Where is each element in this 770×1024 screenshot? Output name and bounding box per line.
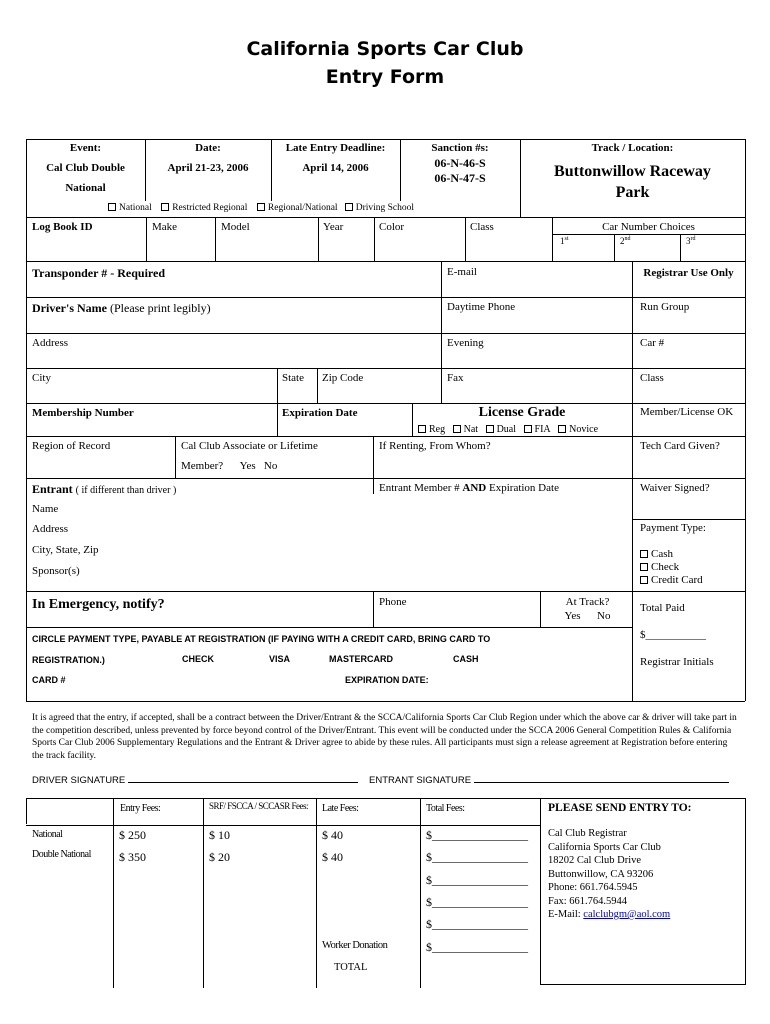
payment-option-visa[interactable]: VISA <box>269 654 291 664</box>
choice-2-field[interactable]: 2nd <box>620 236 631 246</box>
worker-donation-amount-field[interactable]: $________________ <box>426 940 528 954</box>
payment-option-cash[interactable]: CASH <box>453 654 479 664</box>
payment-type-options <box>640 548 703 587</box>
member-license-ok-field[interactable]: Member/License OK <box>640 406 734 418</box>
entrant-name-field[interactable]: Name <box>32 503 59 515</box>
checkbox-driving-school[interactable]: Driving School <box>345 203 414 213</box>
emergency-phone-field[interactable]: Phone <box>379 596 407 608</box>
total-fee-line-5[interactable]: $________________ <box>426 917 528 931</box>
double-national-row-label: Double National <box>32 849 91 860</box>
track-label: Track / Location: <box>591 142 674 154</box>
email-field[interactable]: E-mail <box>447 266 477 278</box>
associate-question: Cal Club Associate or Lifetime <box>181 440 318 452</box>
total-paid-field[interactable]: $___________ <box>640 629 706 641</box>
expiration-date-field[interactable]: Expiration Date <box>282 407 358 419</box>
send-to-line: 18202 Cal Club Drive <box>548 855 642 866</box>
transponder-field[interactable]: Transponder # - Required <box>32 266 166 280</box>
waiver-signed-field[interactable]: Waiver Signed? <box>640 482 710 494</box>
event-value-2: National <box>65 182 106 194</box>
total-fee-line-2[interactable]: $________________ <box>426 850 528 864</box>
entrant-city-state-zip-field[interactable]: City, State, Zip <box>32 544 99 556</box>
event-label: Event: <box>69 142 102 154</box>
choice-1-field[interactable]: 1st <box>560 236 569 246</box>
send-to-line: Cal Club Registrar <box>548 828 627 839</box>
checkbox-novice[interactable]: Novice <box>558 424 598 435</box>
send-to-line: California Sports Car Club <box>548 841 661 853</box>
date-value: April 21-23, 2006 <box>167 162 249 174</box>
form-title: California Sports Car Club <box>246 38 524 60</box>
checkbox-national[interactable]: National <box>108 203 152 213</box>
registrar-initials-field[interactable]: Registrar Initials <box>640 656 714 668</box>
track-value-2: Park <box>615 184 650 201</box>
at-track-no-option[interactable]: No <box>597 610 611 622</box>
total-fee-line-4[interactable]: $________________ <box>426 895 528 909</box>
make-field[interactable]: Make <box>152 221 178 233</box>
at-track-label: At Track? <box>565 596 610 608</box>
color-field[interactable]: Color <box>379 221 405 233</box>
checkbox-reg[interactable]: Reg <box>418 424 445 435</box>
date-label: Date: <box>195 142 221 154</box>
entry-fees-header: Entry Fees: <box>120 803 161 814</box>
address-field[interactable]: Address <box>32 337 69 349</box>
payment-instructions-2: REGISTRATION.) <box>32 655 105 665</box>
driver-signature-field[interactable]: DRIVER SIGNATURE <box>32 775 358 786</box>
card-number-field[interactable]: CARD # <box>32 675 66 685</box>
sanction-value-2: 06-N-47-S <box>434 171 486 185</box>
state-field[interactable]: State <box>282 372 304 384</box>
total-label: TOTAL <box>334 962 368 973</box>
membership-number-field[interactable]: Membership Number <box>32 407 134 419</box>
zip-field[interactable]: Zip Code <box>322 372 364 384</box>
drivers-name-field[interactable]: Driver's Name (Please print legibly) <box>32 301 211 315</box>
registrar-use-heading: Registrar Use Only <box>643 267 734 279</box>
tech-card-field[interactable]: Tech Card Given? <box>640 440 720 452</box>
if-renting-field[interactable]: If Renting, From Whom? <box>379 440 491 452</box>
associate-yes-option[interactable]: Yes <box>239 460 256 472</box>
send-to-line: Fax: 661.764.5944 <box>548 895 628 907</box>
sanction-value-1: 06-N-46-S <box>434 156 486 170</box>
entrant-heading: Entrant ( if different than driver ) <box>32 482 177 496</box>
associate-no-option[interactable]: No <box>263 460 278 472</box>
entrant-signature-field[interactable]: ENTRANT SIGNATURE <box>369 775 729 786</box>
class-field[interactable]: Class <box>470 221 494 233</box>
run-group-field[interactable]: Run Group <box>640 301 690 313</box>
send-entry-heading: PLEASE SEND ENTRY TO: <box>548 802 692 814</box>
model-field[interactable]: Model <box>221 221 250 233</box>
sanction-label: Sanction #s: <box>431 142 489 154</box>
payment-option-check[interactable]: CHECK <box>182 654 215 664</box>
daytime-phone-field[interactable]: Daytime Phone <box>447 301 516 313</box>
year-field[interactable]: Year <box>323 221 344 233</box>
double-national-late-fee: $ 40 <box>322 850 343 864</box>
checkbox-credit-card[interactable]: Credit Card <box>640 574 703 587</box>
late-entry-value: April 14, 2006 <box>302 162 369 174</box>
checkbox-dual[interactable]: Dual <box>486 424 516 435</box>
license-grade-heading: License Grade <box>478 405 566 420</box>
fax-field[interactable]: Fax <box>447 372 464 384</box>
double-national-srf-fee: $ 20 <box>209 850 230 864</box>
worker-donation-label: Worker Donation <box>322 940 388 951</box>
checkbox-restricted-regional[interactable]: Restricted Regional <box>161 203 247 213</box>
checkbox-check[interactable]: Check <box>640 561 703 574</box>
at-track-options <box>555 610 620 622</box>
checkbox-fia[interactable]: FIA <box>524 424 551 435</box>
total-fee-line-3[interactable]: $________________ <box>426 873 528 887</box>
associate-question-2: Member? Yes No <box>181 460 278 472</box>
total-fees-header: Total Fees: <box>426 803 465 814</box>
log-book-field[interactable]: Log Book ID <box>32 221 93 233</box>
payment-instructions: CIRCLE PAYMENT TYPE, PAYABLE AT REGISTRATION (IF PAYING WITH A CREDIT CARD, BRING CARD TO <box>32 634 491 644</box>
sponsors-field[interactable]: Sponsor(s) <box>32 565 80 577</box>
at-track-yes-option[interactable]: Yes <box>564 610 581 622</box>
entrant-address-field[interactable]: Address <box>32 523 69 535</box>
national-row-label: National <box>32 829 63 840</box>
national-srf-fee: $ 10 <box>209 828 230 842</box>
car-number-choices-label: Car Number Choices <box>602 221 695 233</box>
emergency-contact-field[interactable]: In Emergency, notify? <box>32 597 165 612</box>
email-link[interactable]: calclubgm@aol.com <box>583 909 671 920</box>
license-grade-options <box>418 424 598 435</box>
send-to-email-line: E-Mail: calclubgm@aol.com <box>548 909 671 920</box>
late-fees-header: Late Fees: <box>322 803 359 814</box>
total-fee-line-1[interactable]: $________________ <box>426 828 528 842</box>
double-national-entry-fee: $ 350 <box>119 850 146 864</box>
event-value: Cal Club Double <box>46 162 125 174</box>
srf-fees-header: SRF/ FSCCA / SCCASR Fees: <box>209 801 309 811</box>
send-entry-address <box>548 827 670 922</box>
agreement-text: It is agreed that the entry, if accepted, shall be a contract between the Driver/Entrant & the SCCA/California Sports Car Club Region under which the above car & driver will take part in the competition described, unless prevented by force beyond control of the Driver/Entrant. This event will be conducted under the SCCA 2006 General Competition Rules & California Sports Car Club 2006 Supplementary Regulations and the Entrant & Driver agree to abide by these rules. All participants must sign a release agreement at Registration before entering the track facility. <box>32 713 737 761</box>
checkbox-regional-national[interactable]: Regional/National <box>257 203 338 213</box>
entrant-member-field[interactable]: Entrant Member # AND Expiration Date <box>379 482 559 494</box>
card-expiration-field[interactable]: EXPIRATION DATE: <box>345 675 429 685</box>
region-of-record-field[interactable]: Region of Record <box>32 440 111 452</box>
checkbox-nat[interactable]: Nat <box>453 424 478 435</box>
late-entry-label: Late Entry Deadline: <box>285 142 386 154</box>
national-entry-fee: $ 250 <box>119 828 146 842</box>
car-number-field[interactable]: Car # <box>640 337 665 349</box>
evening-phone-field[interactable]: Evening <box>447 337 484 349</box>
national-late-fee: $ 40 <box>322 828 343 842</box>
send-to-line: Phone: 661.764.5945 <box>548 882 638 893</box>
form-subtitle: Entry Form <box>325 66 445 88</box>
event-type-options <box>108 203 414 213</box>
payment-option-mastercard[interactable]: MASTERCARD <box>329 654 393 664</box>
track-value: Buttonwillow Raceway <box>554 163 711 180</box>
city-field[interactable]: City <box>32 372 51 384</box>
class-registrar-field[interactable]: Class <box>640 372 664 384</box>
total-paid-label: Total Paid <box>640 602 685 614</box>
send-to-line: Buttonwillow, CA 93206 <box>548 868 654 880</box>
checkbox-cash[interactable]: Cash <box>640 548 703 561</box>
payment-type-label: Payment Type: <box>640 522 706 534</box>
choice-3-field[interactable]: 3rd <box>686 236 696 246</box>
